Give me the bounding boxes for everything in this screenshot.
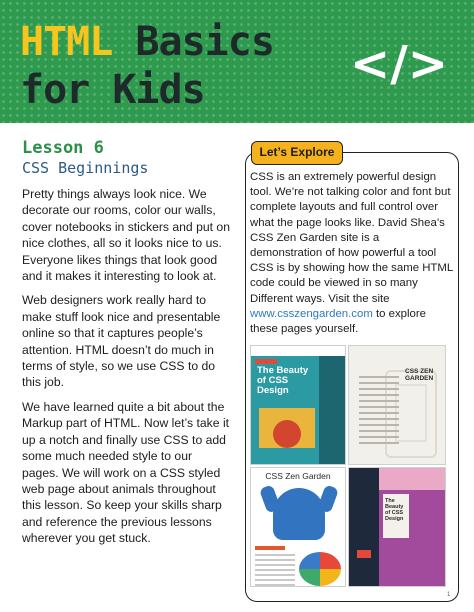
thumb-figure	[273, 488, 325, 540]
thumb-text-lines	[359, 376, 399, 448]
page-title	[20, 18, 274, 114]
explore-text-after: to explore these pages yourself.	[250, 307, 427, 336]
thumb-side-panel	[349, 468, 379, 587]
zen-garden-link[interactable]: www.csszengarden.com	[250, 307, 373, 320]
lesson-number: Lesson 6	[22, 138, 104, 158]
thumb-top-strip	[251, 346, 345, 356]
code-brackets-icon: </>	[350, 36, 448, 92]
lesson-body	[22, 186, 230, 555]
thumb-ghost-shape	[395, 384, 427, 442]
thumb-heading: The Beauty of CSS Design	[385, 498, 404, 522]
thumb-circle	[273, 420, 301, 448]
zen-garden-thumbnail-4	[348, 467, 446, 587]
lesson-title: CSS Beginnings	[22, 159, 149, 177]
explore-label: Let’s Explore	[251, 141, 343, 165]
thumb-text-lines	[255, 554, 295, 587]
thumb-heading: CSS Zen Garden	[265, 471, 331, 481]
thumb-side-panel	[319, 356, 345, 465]
thumb-tag	[357, 550, 371, 558]
thumb-colorful-shape	[299, 552, 341, 586]
body-paragraph: Pretty things always look nice. We decorate our rooms, color our walls, cover notebooks in stickers and put on nice clothes, all so it looks nice to us. Everyone likes things that look good and it makes it interesting to look at.	[22, 187, 230, 284]
page-title-line2: for Kids	[20, 67, 205, 113]
thumb-heading: The Beauty of CSS Design	[257, 365, 309, 396]
thumb-tag	[255, 359, 277, 364]
explore-text-before: CSS is an extremely powerful design tool. We’re not talking color and font but complete layouts and full control over what the page looks like. David Shea’s CSS Zen Garden site is a demonstration of how powerful a tool CSS is by showing how the same HTML code could be viewed in so many Different ways. Visit the site	[250, 171, 453, 305]
explore-text	[250, 170, 454, 337]
thumb-bar	[255, 546, 285, 550]
body-paragraph: Web designers work really hard to make stuff look nice and presentable online so that it captures people’s attention. HTML doesn’t do much in terms of style, so we use CSS to do this job.	[22, 293, 221, 390]
body-paragraph: We have learned quite a bit about the Markup part of HTML. Now let’s take it up a notch and finally use CSS to add some much needed style to our pages. We will work on a CSS styled web page about animals throughout this lesson. So keep your skills sharp and reference the previous lessons wherever you get stuck.	[22, 399, 230, 546]
zen-garden-thumbnail-3	[250, 467, 346, 587]
thumb-top-band	[379, 468, 446, 490]
page-number: 1	[447, 592, 451, 598]
page-title-rest: Basics	[112, 19, 274, 65]
page-title-accent: HTML	[20, 19, 113, 65]
thumb-heading: CSS ZEN GARDEN	[405, 368, 434, 382]
zen-garden-thumbnail-2	[348, 345, 446, 465]
zen-garden-thumbnail-1	[250, 345, 346, 465]
